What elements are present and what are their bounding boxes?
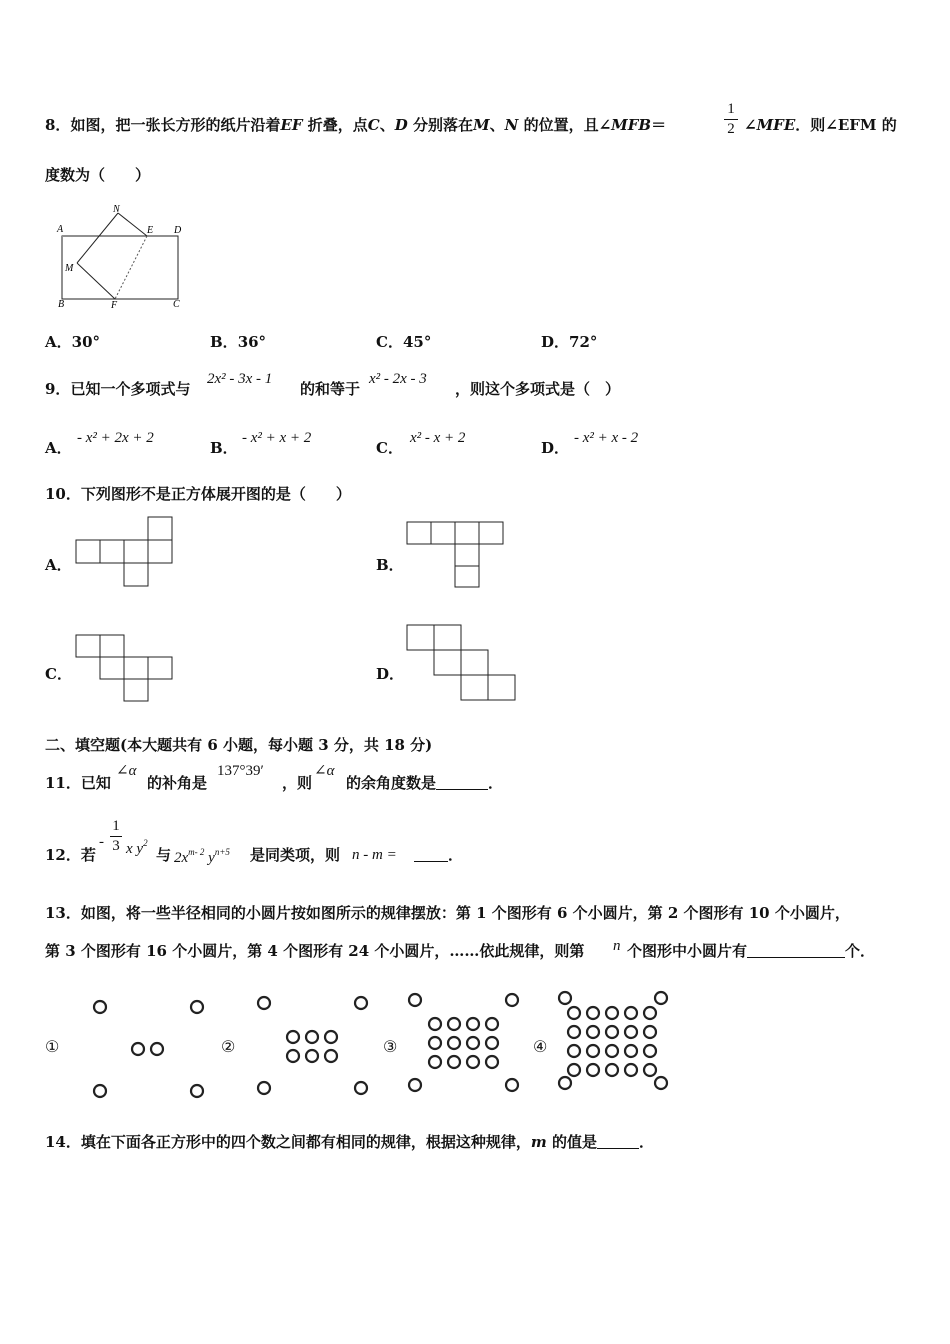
q9-line: 9．已知一个多项式与 — [45, 380, 191, 398]
q14-line: 14．填在下面各正方形中的四个数之间都有相同的规律，根据这种规律，m 的值是 ． — [45, 1133, 655, 1151]
pattern-circle — [606, 1007, 618, 1019]
q8-option-b: B．36° — [210, 333, 267, 351]
pattern-circle — [587, 1064, 599, 1076]
q10-option-c-letter: C． — [45, 665, 72, 683]
pattern-circle — [644, 1064, 656, 1076]
q13-answer-blank[interactable] — [747, 943, 845, 958]
pattern-circle — [287, 1050, 299, 1062]
pattern-circle — [94, 1001, 106, 1013]
fig-label-M: M — [65, 263, 74, 274]
q9-text-c: ，则这个多项式是（ ） — [455, 380, 621, 398]
pattern-circle — [258, 1082, 270, 1094]
pattern-circle — [587, 1045, 599, 1057]
pattern-circle — [644, 1007, 656, 1019]
q9-option-d-value: - x² + x - 2 — [574, 430, 639, 446]
pattern-circle — [467, 1018, 479, 1030]
q11-angle2: ∠α — [314, 763, 335, 779]
q11-answer-blank[interactable] — [436, 775, 488, 790]
pattern-circle — [644, 1045, 656, 1057]
q12-answer: ． — [414, 846, 463, 864]
q12-line: 12．若 — [45, 846, 96, 864]
pattern-circle — [448, 1056, 460, 1068]
fig-label-B: B — [58, 299, 65, 310]
fig-label-A: A — [57, 224, 64, 235]
fig-label-F: F — [111, 300, 118, 311]
pattern-circle — [506, 994, 518, 1006]
pattern-circle — [258, 997, 270, 1009]
q9-expr2: x² - 2x - 3 — [369, 371, 427, 387]
pattern-circle — [467, 1037, 479, 1049]
pattern-circle — [625, 1026, 637, 1038]
pattern-circle — [355, 997, 367, 1009]
q13-circle-pattern — [0, 985, 950, 1110]
pattern-circle — [559, 992, 571, 1004]
fig-label-C: C — [173, 299, 180, 310]
q9-option-a-value: - x² + 2x + 2 — [77, 430, 154, 446]
q8-line1: 8．如图，把一张长方形的纸片沿着EF 折叠，点C、D 分别落在M、N 的位置，且∠MFB＝ — [45, 116, 667, 134]
pattern-circle — [587, 1007, 599, 1019]
pattern-circle — [625, 1007, 637, 1019]
q8-option-c: C．45° — [376, 333, 432, 351]
q8-fold-figure — [55, 200, 190, 315]
pattern-circle — [568, 1026, 580, 1038]
pattern-circle — [606, 1064, 618, 1076]
q13-line2-end: 个图形中小圆片有 个． — [627, 942, 876, 960]
pattern-circle — [644, 1026, 656, 1038]
pattern-circle — [191, 1085, 203, 1097]
q11-text-c: ，则 — [282, 774, 313, 792]
q12-term2: $2x^{m- 2}$ $y^{n+5}$ — [174, 847, 230, 866]
q9-option-b-letter: B． — [210, 439, 238, 457]
pattern-circle — [409, 994, 421, 1006]
pattern-circle — [429, 1037, 441, 1049]
pattern-circle — [625, 1045, 637, 1057]
q10-option-b-letter: B． — [376, 556, 404, 574]
q9-expr1: 2x² - 3x - 1 — [207, 371, 273, 387]
q13-line1: 13．如图，将一些半径相同的小圆片按如图所示的规律摆放：第 1 个图形有 6 个小圆片，第 2 个图形有 10 个小圆片， — [45, 904, 850, 922]
q9-option-b-value: - x² + x + 2 — [242, 430, 312, 446]
q11-angle: ∠α — [116, 763, 137, 779]
pattern-circle — [655, 992, 667, 1004]
pattern-circle — [467, 1056, 479, 1068]
q12-minus: - — [99, 834, 104, 850]
pattern-circle — [559, 1077, 571, 1089]
pattern-circle — [568, 1045, 580, 1057]
pattern-circle — [287, 1031, 299, 1043]
pattern-circle — [655, 1077, 667, 1089]
q13-figure-label-4: ④ — [533, 1037, 548, 1056]
q10-net-b — [406, 521, 506, 589]
q12-answer-blank[interactable] — [414, 847, 448, 862]
q10-question: 10．下列图形不是正方体展开图的是（ ） — [45, 485, 351, 503]
fig-label-D: D — [174, 225, 182, 236]
pattern-circle — [506, 1079, 518, 1091]
q12-text-c: 是同类项，则 — [250, 846, 341, 864]
pattern-circle — [606, 1026, 618, 1038]
pattern-circle — [94, 1085, 106, 1097]
q8-line1-end: ∠MFE．则∠EFM 的 — [744, 116, 897, 134]
pattern-circle — [606, 1045, 618, 1057]
pattern-circle — [625, 1064, 637, 1076]
pattern-circle — [486, 1037, 498, 1049]
q14-answer-blank[interactable] — [597, 1134, 639, 1149]
pattern-circle — [325, 1031, 337, 1043]
pattern-circle — [568, 1064, 580, 1076]
pattern-circle — [486, 1018, 498, 1030]
pattern-circle — [325, 1050, 337, 1062]
pattern-circle — [429, 1056, 441, 1068]
q8-option-a: A．30° — [45, 333, 101, 351]
q10-net-a — [75, 516, 175, 588]
q12-text-b: 与 — [156, 846, 172, 864]
pattern-circle — [306, 1031, 318, 1043]
pattern-circle — [568, 1007, 580, 1019]
q13-figure-label-1: ① — [45, 1037, 60, 1056]
fig-label-N: N — [113, 204, 120, 215]
pattern-circle — [448, 1037, 460, 1049]
pattern-circle — [486, 1056, 498, 1068]
q12-term1: x $y^2$ — [126, 838, 148, 857]
pattern-circle — [355, 1082, 367, 1094]
q11-text-b: 的补角是 — [147, 774, 208, 792]
q10-option-d-letter: D． — [376, 665, 405, 683]
pattern-circle — [191, 1001, 203, 1013]
q11-value: 137°39′ — [217, 763, 264, 779]
q12-expr: n - m = — [352, 847, 397, 863]
pattern-circle — [409, 1079, 421, 1091]
q13-n: n — [613, 938, 621, 954]
q10-option-a-letter: A． — [45, 556, 72, 574]
q13-figure-label-2: ② — [221, 1037, 236, 1056]
q11-line: 11．已知 — [45, 774, 111, 792]
section2-title: 二、填空题(本大题共有 6 小题，每小题 3 分，共 18 分) — [45, 736, 433, 754]
pattern-circle — [429, 1018, 441, 1030]
q13-figure-label-3: ③ — [383, 1037, 398, 1056]
q9-option-c-letter: C． — [376, 439, 403, 457]
q9-text-b: 的和等于 — [300, 380, 361, 398]
q9-option-d-letter: D． — [541, 439, 570, 457]
pattern-circle — [448, 1018, 460, 1030]
q11-text-d: 的余角度数是 ． — [346, 774, 504, 792]
q9-option-c-value: x² - x + 2 — [410, 430, 466, 446]
q12-fraction: 1 3 — [110, 818, 122, 855]
pattern-circle — [132, 1043, 144, 1055]
q13-line2: 第 3 个图形有 16 个小圆片，第 4 个图形有 24 个小圆片，……依此规律，则第 — [45, 942, 585, 960]
pattern-circle — [306, 1050, 318, 1062]
pattern-circle — [151, 1043, 163, 1055]
pattern-circle — [587, 1026, 599, 1038]
fig-label-E: E — [147, 225, 154, 236]
q8-option-d: D．72° — [541, 333, 598, 351]
q8-line2: 度数为（ ） — [45, 166, 151, 184]
q8-fraction: 1 2 — [724, 101, 738, 138]
q9-option-a-letter: A． — [45, 439, 72, 457]
q10-net-d — [406, 624, 521, 704]
q10-net-c — [75, 634, 175, 704]
